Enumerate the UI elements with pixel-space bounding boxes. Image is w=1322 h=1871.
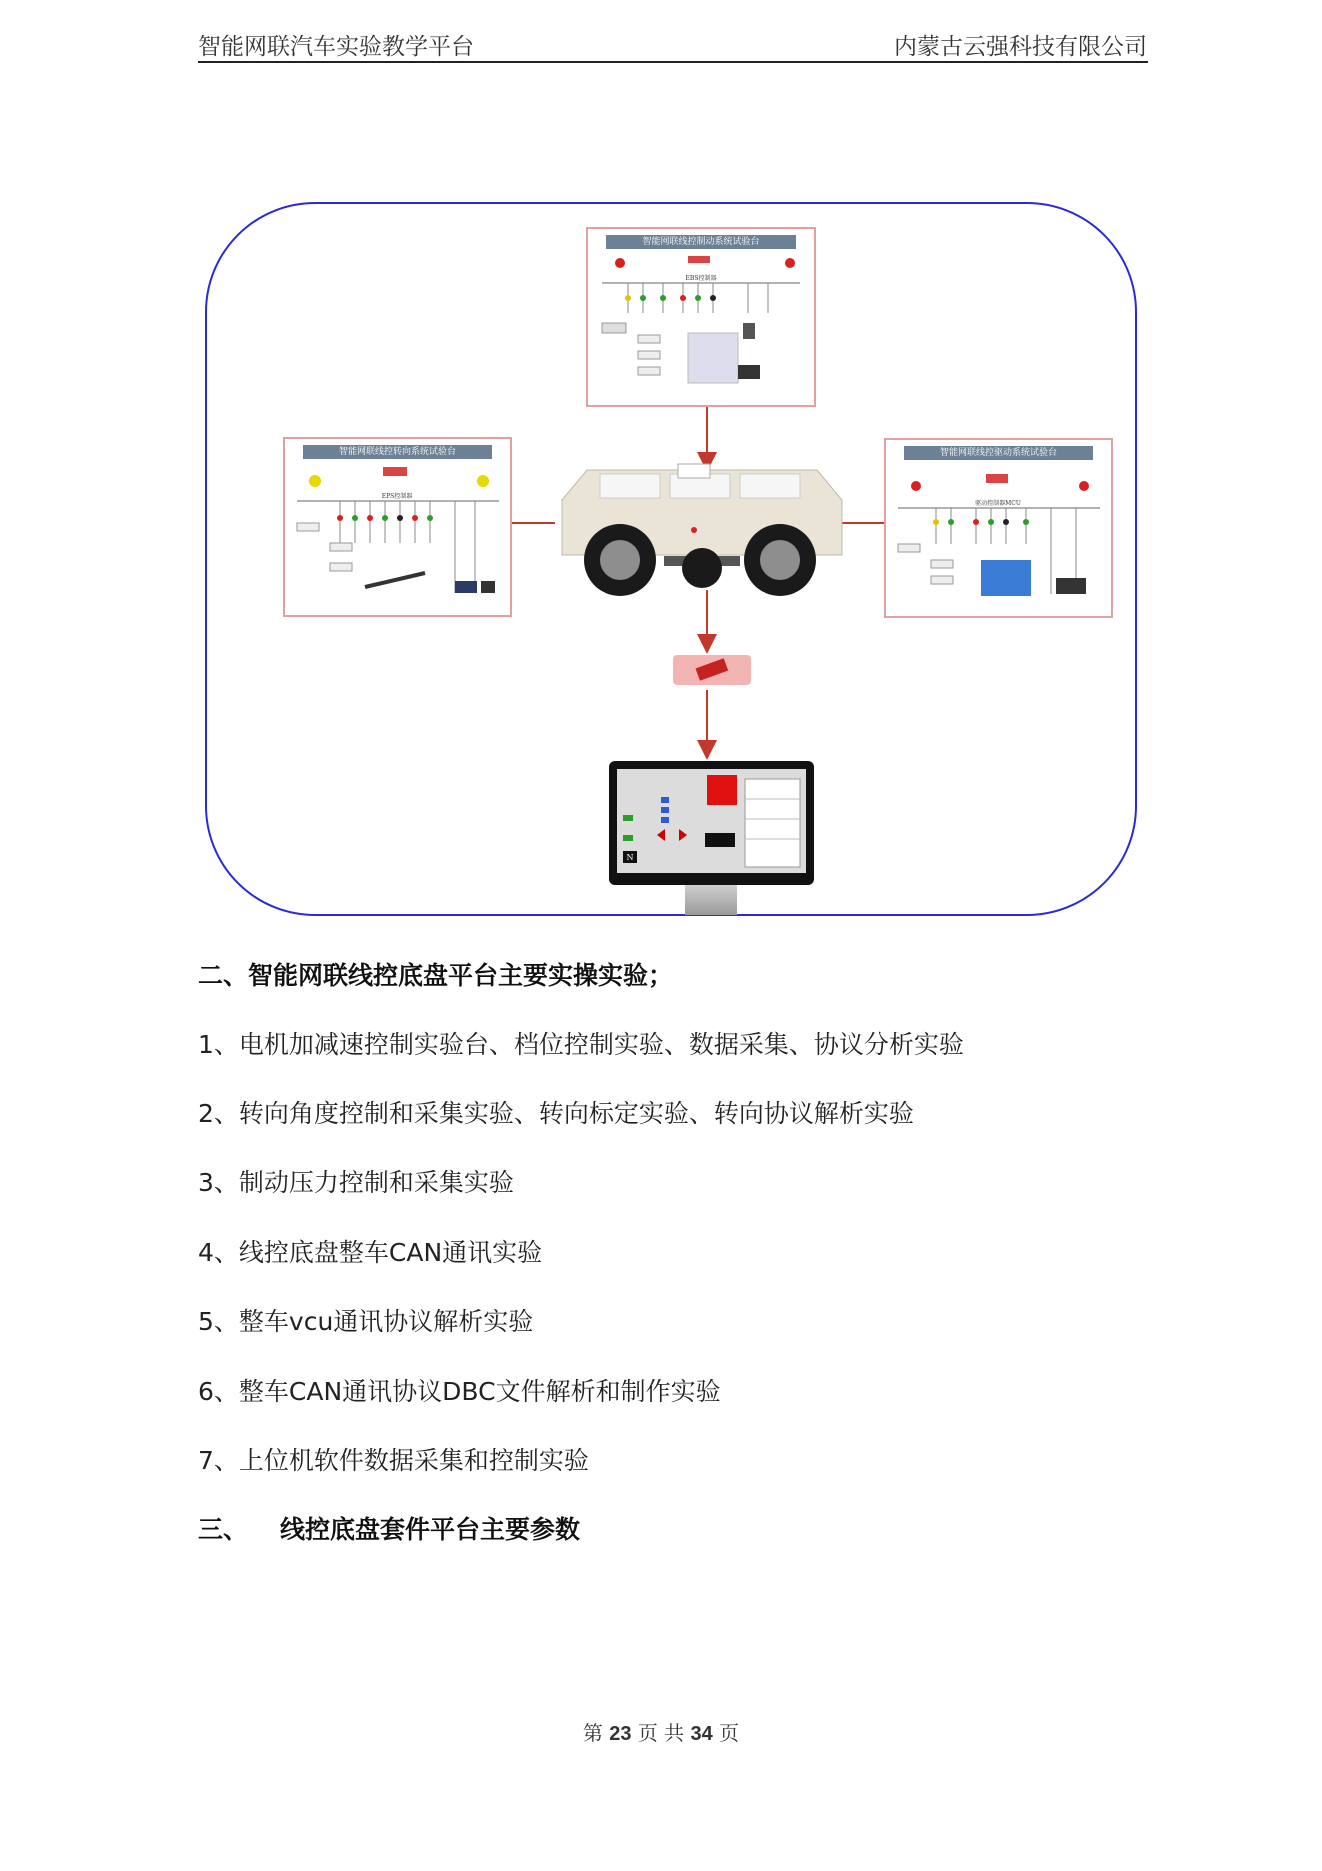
experiment-item-7: 7、上位机软件数据采集和控制实验 [198,1446,589,1475]
host-computer-monitor [609,761,814,885]
drive-test-bench-panel [884,438,1113,618]
can-analyzer-icon [673,655,751,685]
experiment-item-3: 3、制动压力控制和采集实验 [198,1168,514,1197]
footer-page-number: 23 [609,1723,632,1745]
brake-test-bench-panel [586,227,816,407]
steer-bus-label: EPS控制器 [381,493,413,500]
page-footer [0,1717,1322,1746]
monitor-gear-label: N [626,853,634,862]
experiment-item-1: 1、电机加减速控制实验台、档位控制实验、数据采集、协议分析实验 [198,1030,964,1059]
monitor-screen [617,769,806,873]
footer-suffix: 页 [719,1721,740,1745]
steer-panel-title: 智能网联线控转向系统试验台 [303,445,492,459]
experiment-item-4: 4、线控底盘整车CAN通讯实验 [198,1238,543,1267]
experiment-item-2: 2、转向角度控制和采集实验、转向标定实验、转向协议解析实验 [198,1099,914,1128]
header-title-right: 内蒙古云强科技有限公司 [894,34,1147,60]
wire-control-chassis-image [552,460,852,600]
header-title-left: 智能网联汽车实验教学平台 [198,34,474,60]
drive-panel-title: 智能网联线控驱动系统试验台 [904,446,1093,460]
monitor-software-ui [617,769,806,873]
steer-panel-schematic [285,463,510,613]
footer-total-pages: 34 [690,1723,713,1745]
brake-panel-title: 智能网联线控制动系统试验台 [606,235,796,249]
footer-prefix: 第 [582,1721,603,1745]
brake-panel-schematic [588,253,814,403]
steering-test-bench-panel [283,437,512,617]
monitor-stand [685,885,737,915]
experiment-item-5: 5、整车vcu通讯协议解析实验 [198,1307,534,1336]
section-3-title: 线控底盘套件平台主要参数 [280,1515,581,1544]
experiment-item-6: 6、整车CAN通讯协议DBC文件解析和制作实验 [198,1377,721,1406]
drive-bus-label: 驱动控制器MCU [975,500,1021,507]
section-3-number: 三、 [198,1515,249,1544]
drive-panel-schematic [886,464,1111,614]
section-2-heading: 二、智能网联线控底盘平台主要实操实验； [198,961,674,990]
brake-bus-label: EBS控制器 [685,275,717,282]
can-analyzer-card [673,655,751,685]
footer-middle: 页 共 [637,1721,685,1745]
